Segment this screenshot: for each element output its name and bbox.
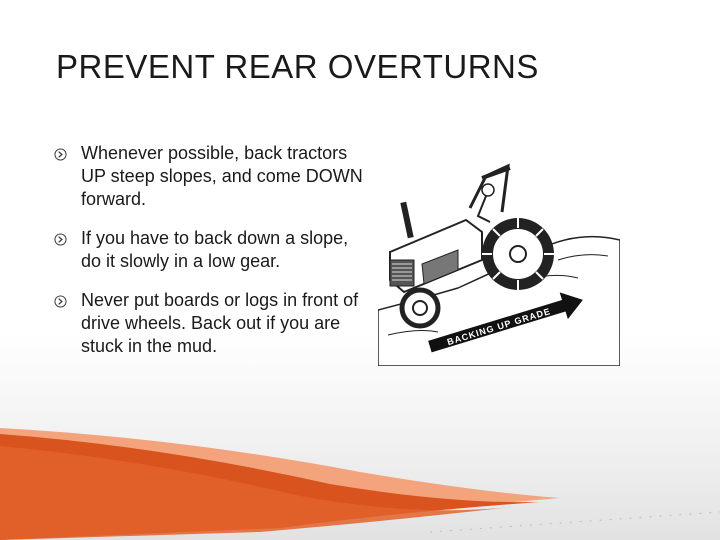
sign-text: BACKING UP GRADE: [445, 306, 552, 348]
bullet-text: Whenever possible, back tractors UP steep slopes, and come DOWN forward.: [81, 143, 363, 209]
circled-arrow-icon: [54, 295, 67, 308]
bullet-item: [54, 142, 364, 211]
bullet-text: Never put boards or logs in front of drive wheels. Back out if you are stuck in the mud.: [81, 290, 359, 356]
bullet-item: [54, 289, 364, 358]
decorative-swoosh: [0, 400, 720, 540]
slide-title: PREVENT REAR OVERTURNS: [56, 48, 539, 85]
circled-arrow-icon: [54, 233, 67, 246]
bullet-list: [54, 142, 364, 374]
bullet-text: If you have to back down a slope, do it slowly in a low gear.: [81, 228, 349, 271]
tractor-backing-up-illustration: [378, 160, 620, 366]
circled-arrow-icon: [54, 148, 67, 161]
bullet-item: [54, 227, 364, 273]
